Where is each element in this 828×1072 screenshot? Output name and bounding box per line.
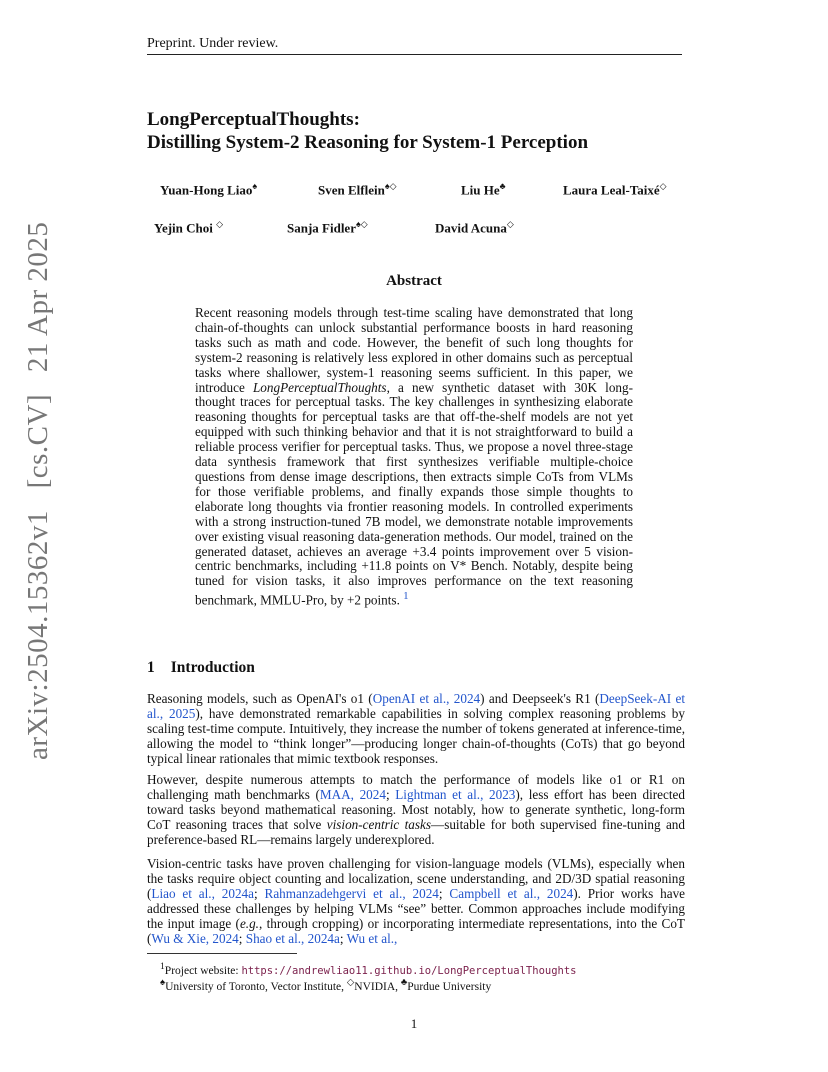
paper-title: [147, 108, 588, 154]
header-rule: [147, 54, 682, 55]
abstract-text: Recent reasoning models through test-time scaling have demonstrated that long chain-of-thoughts can unlock substantial performance boosts in hard reasoning tasks such as math and code. However, the benefit of such long thoughts for system-2 reasoning is relatively less explored in other domains such as perceptual tasks where shallower, system-1 reasoning seems sufficient. In this paper, we introduce LongPerceptualThoughts, a new synthetic dataset with 30K long-thought traces for perceptual tasks. The key challenges in synthesizing elaborate reasoning thoughts for perceptual tasks are that off-the-shelf models are not yet equipped with such thinking behavior and that it is not straightforward to build a reliable process verifier for perceptual tasks. Thus, we propose a novel three-stage data synthesis framework that first synthesizes verifiable multiple-choice questions from dense image descriptions, then extracts simple CoTs from VLMs for those verifiable problems, and finally expands those simple thoughts to elaborate long thoughts via frontier reasoning models. In controlled experiments with a strong instruction-tuned 7B model, we demonstrate notable improvements over existing visual reasoning data-generation methods. Our model, trained on the generated dataset, achieves an average +3.4 points improvement over 5 vision-centric benchmarks, including +11.8 points on V* Bench. Notably, despite being tuned for vision tasks, it also improves performance on the text reasoning benchmark, MMLU-Pro, by +2 points. $^1$: [195, 305, 633, 608]
page-number: 1: [410, 1016, 418, 1031]
running-header: Preprint. Under review.: [147, 36, 279, 51]
footnote-1: $^1$Project website: https://andrewliao11.github.io/LongPerceptualThoughts: [160, 961, 577, 977]
footnote-rule: [147, 953, 297, 954]
footnote-affiliations: ♠University of Toronto, Vector Institute, ◇NVIDIA, ♣Purdue University: [160, 977, 492, 993]
intro-paragraph-1: Reasoning models, such as OpenAI's o1 (OpenAI et al., 2024) and Deepseek's R1 (DeepSeek-AI et al., 2025), have demonstrated remarkable capabilities in solving complex reasoning problems by scaling test-time compute. Intuitively, they increase the number of tokens generated at inference-time, allowing the model to “think longer”—producing longer chain-of-thoughts (CoTs) that go beyond typical linear rationales that mimic textbook responses.: [147, 691, 685, 766]
citation-link[interactable]: MAA, 2024: [319, 786, 386, 802]
footnote-link[interactable]: 1: [403, 590, 409, 603]
author: Sanja Fidler♠◇: [287, 219, 368, 236]
abstract-heading: Abstract: [386, 273, 442, 289]
citation-link[interactable]: DeepSeek-AI et al., 2025: [147, 691, 685, 721]
citation-link[interactable]: OpenAI et al., 2024: [372, 691, 481, 706]
citation-link[interactable]: Campbell et al., 2024: [449, 885, 574, 901]
arxiv-watermark: [22, 208, 55, 760]
project-url-link[interactable]: https://andrewliao11.github.io/LongPerceptualThoughts: [241, 964, 577, 977]
intro-paragraph-3: Vision-centric tasks have proven challenging for vision-language models (VLMs), especially when the tasks require object counting and localization, scene understanding, and 2D/3D spatial reasoning (Liao et al., 2024a; Rahmanzadehgervi et al., 2024; Campbell et al., 2024). Prior works have addressed these challenges by helping VLMs “see” better. Common approaches include modifying the input image (e.g., through cropping) or incorporating intermediate representations, into the CoT (Wu & Xie, 2024; Shao et al., 2024a; Wu et al.,: [147, 856, 686, 946]
title-line-2: Distilling System-2 Reasoning for System-1 Perception: [147, 132, 589, 153]
arxiv-date: 21 Apr 2025: [22, 221, 54, 373]
citation-link[interactable]: Wu & Xie, 2024: [151, 930, 239, 946]
section-heading: 1 Introduction: [147, 659, 255, 676]
citation-link[interactable]: Rahmanzadehgervi et al., 2024: [264, 885, 439, 901]
author: Liu He♣: [461, 181, 506, 198]
arxiv-category: [cs.CV]: [22, 393, 54, 489]
citation-link[interactable]: Wu et al.,: [346, 930, 398, 946]
title-line-1: LongPerceptualThoughts:: [147, 109, 360, 130]
intro-paragraph-2: However, despite numerous attempts to match the performance of models like o1 or R1 on challenging math benchmarks (MAA, 2024; Lightman et al., 2023), less effort has been directed toward tasks beyond mathematical reasoning. Most notably, how to generate synthetic, long-form CoT reasoning traces that solve vision-centric tasks—suitable for both supervised fine-tuning and preference-based RL—remains largely underexplored.: [147, 772, 685, 847]
author: Laura Leal-Taixé◇: [563, 181, 667, 198]
author: David Acuna◇: [435, 219, 514, 236]
author: Yejin Choi ◇: [154, 219, 224, 236]
arxiv-id: arXiv:2504.15362v1: [22, 510, 54, 760]
author: Yuan-Hong Liao♠: [160, 181, 258, 198]
citation-link[interactable]: Lightman et al., 2023: [395, 786, 516, 802]
author: Sven Elflein♠◇: [318, 181, 397, 198]
citation-link[interactable]: Liao et al., 2024a: [151, 885, 254, 901]
citation-link[interactable]: Shao et al., 2024a: [245, 930, 340, 946]
